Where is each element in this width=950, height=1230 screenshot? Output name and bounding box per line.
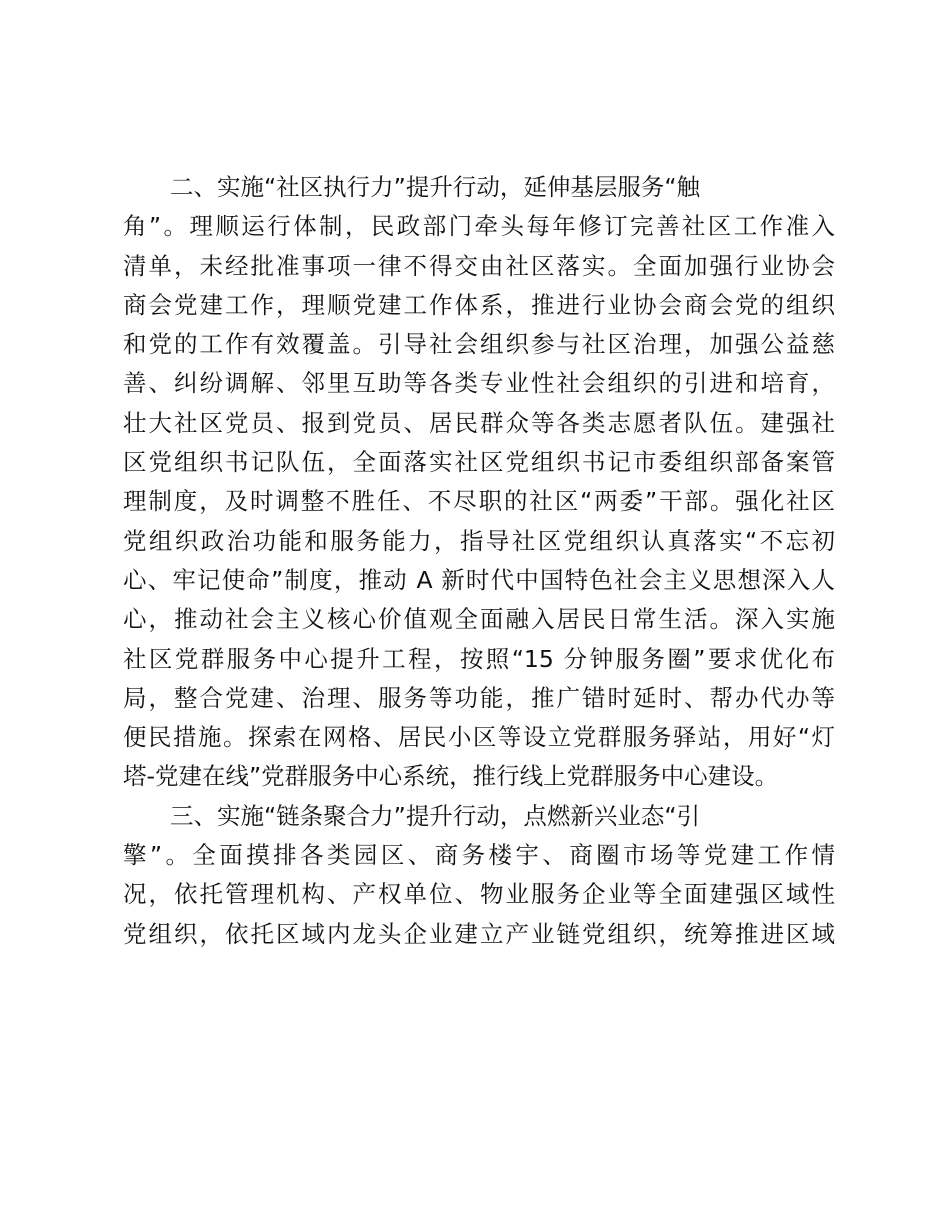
text-line: 理制度，及时调整不胜任、不尽职的社区“两委”干部。强化社区 [123, 487, 835, 516]
text-line: 和党的工作有效覆盖。引导社会组织参与社区治理，加强公益慈 [123, 330, 835, 359]
text-line: 社区党群服务中心提升工程，按照“15 分钟服务圈”要求优化布 [123, 644, 835, 673]
text-line: 便民措施。探索在网格、居民小区等设立党群服务驿站，用好“灯 [123, 723, 835, 752]
paragraph-section-three [123, 797, 835, 954]
text-line: 二、实施“社区执行力”提升行动，延伸基层服务“触 [170, 173, 701, 201]
text-line: 善、纠纷调解、邻里互助等各类专业性社会组织的引进和培育， [123, 369, 835, 398]
text-line: 三、实施“链条聚合力”提升行动，点燃新兴业态“引 [170, 801, 701, 830]
text-line: 党组织，依托区域内龙头企业建立产业链党组织，统筹推进区域 [123, 919, 835, 948]
text-line: 况，依托管理机构、产权单位、物业服务企业等全面建强区域性 [123, 880, 835, 909]
text-line: 心，推动社会主义核心价值观全面融入居民日常生活。深入实施 [123, 605, 835, 634]
text-line: 擎”。全面摸排各类园区、商务楼宇、商圈市场等党建工作情 [123, 841, 835, 870]
document-body [123, 168, 835, 954]
text-line: 角”。理顺运行体制，民政部门牵头每年修订完善社区工作准入 [123, 212, 835, 241]
text-line: 壮大社区党员、报到党员、居民群众等各类志愿者队伍。建强社 [123, 408, 835, 437]
paragraph-section-two [123, 168, 835, 797]
text-line: 清单，未经批准事项一律不得交由社区落实。全面加强行业协会 [123, 251, 835, 280]
text-line: 局，整合党建、治理、服务等功能，推广错时延时、帮办代办等 [123, 683, 835, 712]
text-line: 党组织政治功能和服务能力，指导社区党组织认真落实“不忘初 [123, 526, 835, 555]
text-line: 心、牢记使命”制度，推动 A 新时代中国特色社会主义思想深入人 [123, 565, 835, 594]
text-line: 塔-党建在线”党群服务中心系统，推行线上党群服务中心建设。 [123, 762, 779, 791]
text-line: 区党组织书记队伍，全面落实社区党组织书记市委组织部备案管 [123, 448, 835, 477]
text-line: 商会党建工作，理顺党建工作体系，推进行业协会商会党的组织 [123, 290, 835, 319]
